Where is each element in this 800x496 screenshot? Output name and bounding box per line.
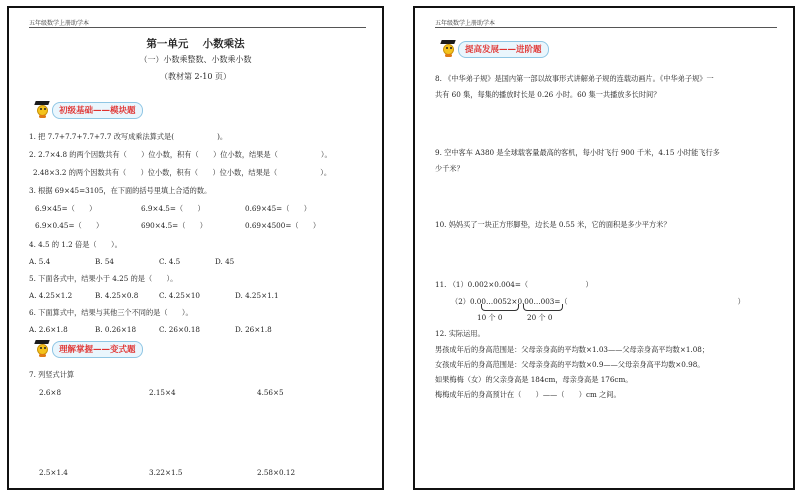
q4-option: D. 45 [215, 257, 235, 266]
q12-line: 如果梅梅（女）的父亲身高是 184cm，母亲身高是 176cm。 [435, 375, 633, 384]
header-rule [435, 27, 777, 28]
q5-option: C. 4.25×10 [159, 291, 200, 300]
q11-text: ） [737, 297, 745, 306]
q7-item: 2.5×1.4 [39, 468, 68, 477]
q11-text: …0052×0.00 [485, 297, 534, 306]
question-9-line1: 9. 空中客车 A380 是全球载客量最高的客机，每小时飞行 900 千米，4.15 小时能飞行多 [435, 148, 720, 157]
question-7: 7. 列竖式计算 [29, 370, 75, 379]
question-4: 4. 4.5 的 1.2 倍是（ ）。 [29, 240, 122, 249]
scholar-mascot-icon [33, 340, 51, 358]
q6-option: C. 26×0.18 [159, 325, 200, 334]
q12-line: 男孩成年后的身高范围是：父母亲身高的平均数×1.03——父母亲身高平均数×1.08； [435, 345, 710, 354]
question-6: 6. 下面算式中，结果与其他三个不同的是（ ）。 [29, 308, 193, 317]
q6-option: A. 2.6×1.8 [29, 325, 68, 334]
question-2a: 2. 2.7×4.8 的两个因数共有（ ）位小数，积有（ ）位小数，结果是（ ）。 [29, 150, 332, 159]
textbook-pages: （教材第 2-10 页） [159, 72, 232, 81]
badge-label: 理解掌握——变式题 [52, 341, 143, 358]
zero-count-brace [481, 304, 519, 311]
q3-item: 6.9×45=（ ） [35, 204, 97, 213]
question-2b: 2.48×3.2 的两个因数共有（ ）位小数，积有（ ）位小数，结果是（ ）。 [33, 168, 332, 177]
q7-item: 2.58×0.12 [257, 468, 296, 477]
worksheet-page-right [413, 6, 795, 490]
scholar-mascot-icon [33, 101, 51, 119]
question-12: 12. 实际运用。 [435, 329, 485, 338]
q7-item: 3.22×1.5 [149, 468, 183, 477]
q11-text: …003=（ [533, 297, 568, 306]
level-badge-variant [33, 340, 143, 358]
header-rule [29, 27, 366, 28]
q5-option: A. 4.25×1.2 [29, 291, 73, 300]
q11-zero-count: 20 个 0 [527, 313, 553, 322]
worksheet-page-left [7, 6, 384, 490]
q12-line: 女孩成年后的身高范围是：父母亲身高的平均数×0.9——父母亲身高平均数×0.98。 [435, 360, 705, 369]
q5-option: B. 4.25×0.8 [95, 291, 139, 300]
zero-count-brace [523, 304, 563, 311]
question-11-part1: 11. （1）0.002×0.004=（ ） [435, 280, 593, 289]
q6-option: B. 0.26×18 [95, 325, 137, 334]
question-9-line2: 少千米？ [435, 164, 464, 173]
level-badge-advanced [439, 40, 549, 58]
section-subtitle: （一）小数乘整数、小数乘小数 [139, 55, 252, 64]
q4-option: A. 5.4 [29, 257, 51, 266]
q3-item: 0.69×4500=（ ） [245, 221, 321, 230]
q11-zero-count: 10 个 0 [477, 313, 503, 322]
q7-item: 2.6×8 [39, 388, 62, 397]
q12-line: 梅梅成年后的身高预计在（ ）——（ ）cm 之间。 [435, 390, 621, 399]
q7-item: 4.56×5 [257, 388, 284, 397]
q3-item: 0.69×45=（ ） [245, 204, 311, 213]
question-10: 10. 妈妈买了一块正方形脚垫，边长是 0.55 米，它的面积是多少平方米？ [435, 220, 671, 229]
q4-option: C. 4.5 [159, 257, 181, 266]
level-badge-basic [33, 101, 143, 119]
q3-item: 6.9×4.5=（ ） [141, 204, 205, 213]
badge-label: 提高发展——进阶题 [458, 41, 549, 58]
question-5: 5. 下面各式中，结果小于 4.25 的是（ ）。 [29, 274, 178, 283]
q3-item: 6.9×0.45=（ ） [35, 221, 104, 230]
page-header: 五年级数学上册助学本 [29, 20, 90, 27]
q3-item: 690×4.5=（ ） [141, 221, 207, 230]
scholar-mascot-icon [439, 40, 457, 58]
q5-option: D. 4.25×1.1 [235, 291, 279, 300]
badge-label: 初级基础——模块题 [52, 102, 143, 119]
question-3: 3. 根据 69×45=3105，在下面的括号里填上合适的数。 [29, 186, 212, 195]
question-8-line2: 共有 60 集，每集的播放时长是 0.26 小时。60 集一共播放多长时间？ [435, 90, 661, 99]
unit-title: 第一单元 小数乘法 [146, 38, 245, 50]
q6-option: D. 26×1.8 [235, 325, 272, 334]
page-header: 五年级数学上册助学本 [435, 20, 496, 27]
question-8-line1: 8. 《中华弟子规》是国内第一部以故事形式讲解弟子规的连载动画片。《中华弟子规》一 [435, 74, 714, 83]
q4-option: B. 54 [95, 257, 114, 266]
q7-item: 2.15×4 [149, 388, 176, 397]
question-1: 1. 把 7.7+7.7+7.7+7.7 改写成乘法算式是( )。 [29, 132, 228, 141]
q11-text: （2）0.00 [451, 297, 486, 306]
